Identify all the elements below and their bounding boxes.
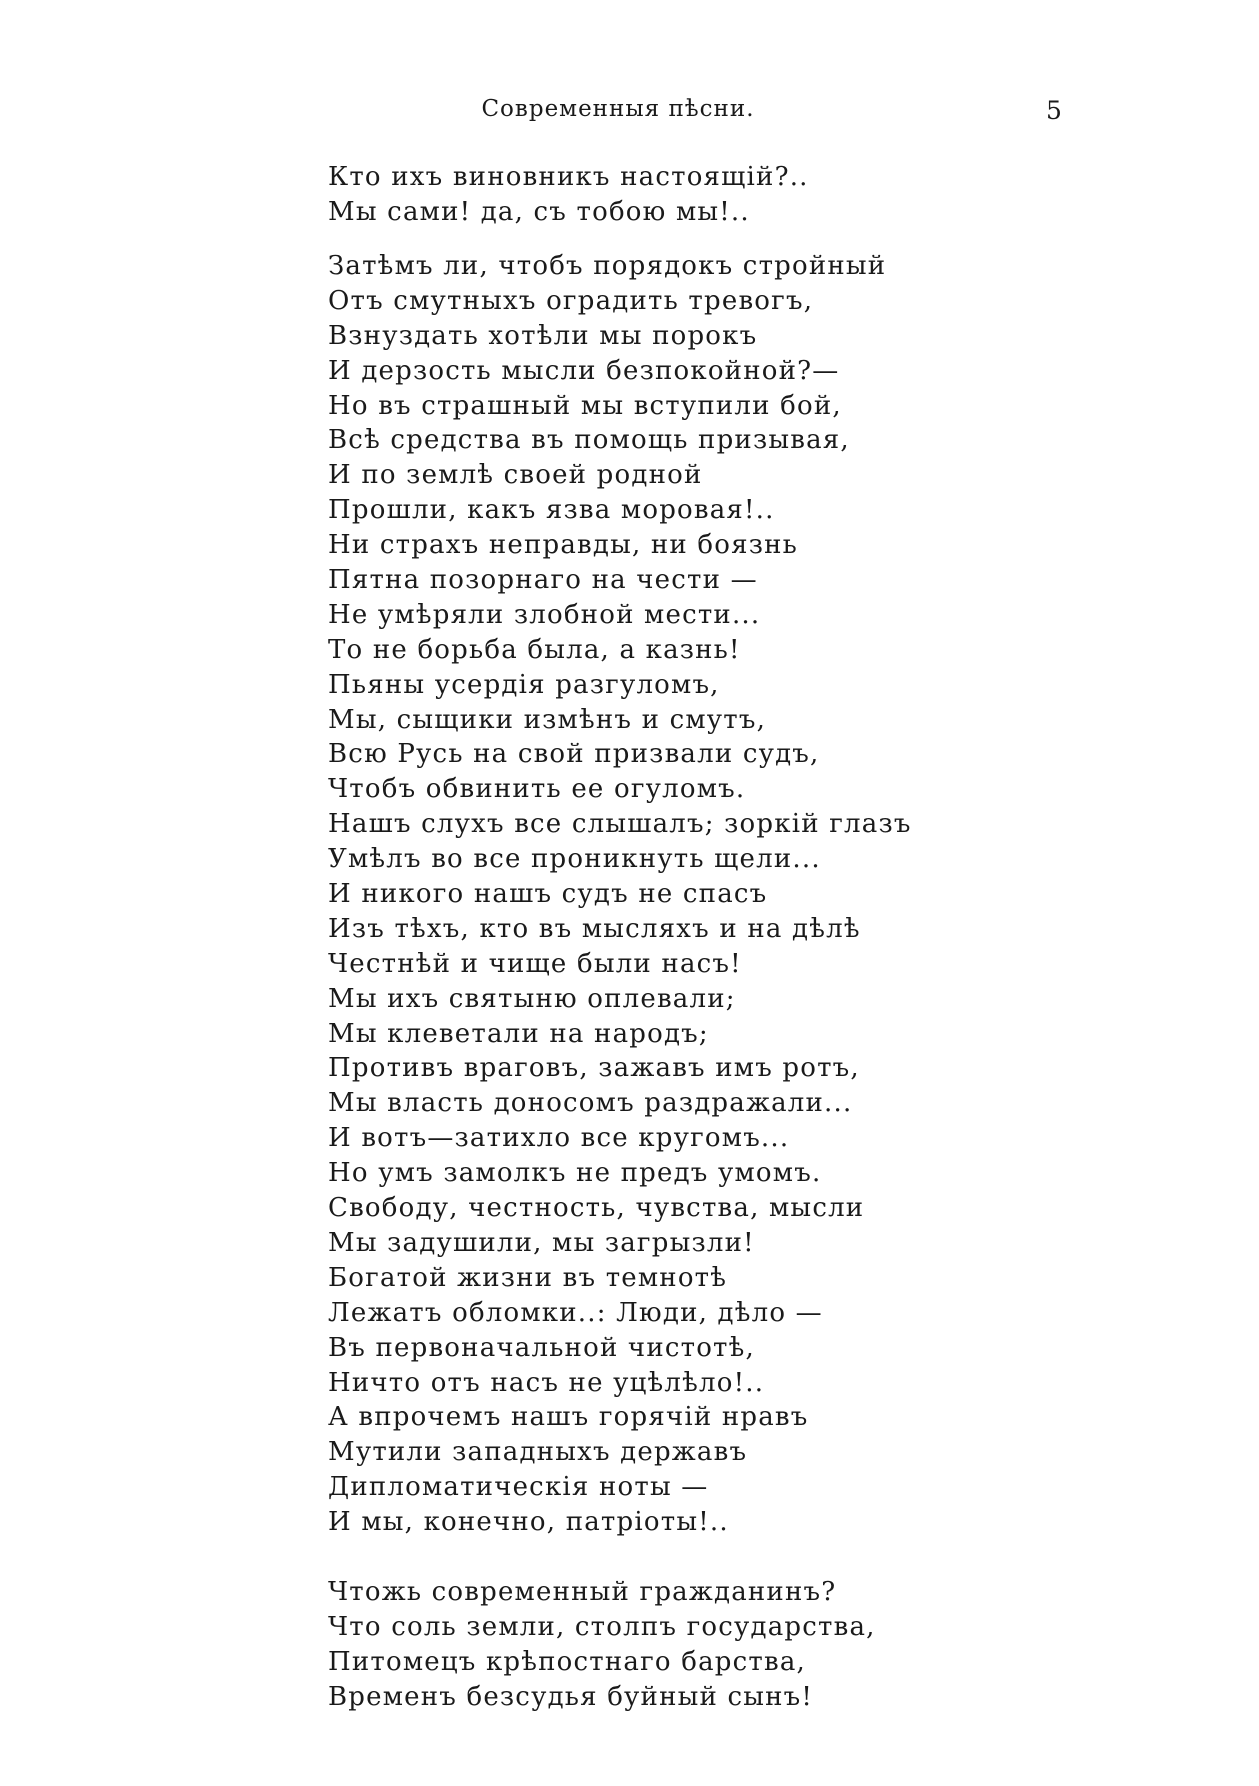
poem-line: Но въ страшный мы вступили бой, (328, 390, 842, 421)
poem-line: Мутили западныхъ державъ (328, 1437, 748, 1468)
poem-line: Мы клеветали на народъ; (328, 1018, 709, 1049)
poem-line: Ни страхъ неправды, ни боязнь (328, 530, 798, 561)
poem-line: Изъ тѣхъ, кто въ мысляхъ и на дѣлѣ (328, 913, 861, 944)
poem-line: Пятна позорнаго на чести — (328, 565, 758, 596)
stanza-1 (328, 160, 809, 230)
poem-line: И вотъ—затихло все кругомъ... (328, 1123, 790, 1154)
poem-line: Свободу, честность, чувства, мысли (328, 1193, 865, 1224)
poem-line: И дерзость мысли безпокойной?— (328, 355, 840, 386)
poem-line: Противъ враговъ, зажавъ имъ ротъ, (328, 1053, 860, 1084)
poem-line: Умѣлъ во все проникнуть щели... (328, 844, 821, 875)
poem-line: Нашъ слухъ все слышалъ; зоркій глазъ (328, 809, 912, 840)
poem-line: Прошли, какъ язва моровая!.. (328, 495, 775, 526)
poem-line: А впрочемъ нашъ горячій нравъ (328, 1402, 809, 1433)
page-number: 5 (1046, 96, 1062, 125)
poem-line: Честнѣй и чище были насъ! (328, 948, 742, 979)
poem-line: Затѣмъ ли, чтобъ порядокъ стройный (328, 251, 887, 281)
poem-line: Лежатъ обломки..: Люди, дѣло — (328, 1297, 823, 1328)
poem-line: Дипломатическія ноты — (328, 1472, 709, 1503)
poem-line: Пьяны усердія разгуломъ, (328, 669, 720, 700)
poem-line: Что соль земли, столпъ государства, (328, 1611, 876, 1642)
poem-line: Ничто отъ насъ не уцѣлѣло!.. (328, 1367, 765, 1398)
poem-line: Чтожь современный гражданинъ? (328, 1577, 837, 1607)
poem-line: Отъ смутныхъ оградить тревогъ, (328, 285, 814, 316)
poem-line: Богатой жизни въ темнотѣ (328, 1262, 728, 1293)
poem-line: И никого нашъ судъ не спасъ (328, 879, 768, 910)
poem-line: Взнуздать хотѣли мы порокъ (328, 320, 758, 351)
stanza-2 (328, 249, 912, 1540)
poem-line: Питомецъ крѣпостнаго барства, (328, 1646, 806, 1677)
poem-line: Всю Русь на свой призвали судъ, (328, 739, 820, 770)
poem-line: Временъ безсудья буйный сынъ! (328, 1681, 814, 1712)
poem-line: Мы, сыщики измѣнъ и смутъ, (328, 704, 767, 735)
running-title: Современныя пѣсни. (481, 96, 755, 122)
poem-line: Чтобъ обвинить ее огуломъ. (328, 774, 746, 805)
poem-line: Мы сами! да, съ тобою мы!.. (328, 196, 750, 227)
poem-line: Кто ихъ виновникъ настоящій?.. (328, 162, 809, 192)
poem-line: Въ первоначальной чистотѣ, (328, 1332, 755, 1363)
poem-line: Мы ихъ святыню оплевали; (328, 983, 736, 1014)
poem-line: И мы, конечно, патріоты!.. (328, 1507, 729, 1538)
poem-line: Не умѣряли злобной мести... (328, 599, 761, 630)
poem-line: Мы задушили, мы загрызли! (328, 1227, 755, 1258)
poem-line: Но умъ замолкъ не предъ умомъ. (328, 1158, 822, 1189)
poem-line: То не борьба была, а казнь! (328, 634, 741, 665)
poem-line: Мы власть доносомъ раздражали... (328, 1088, 853, 1119)
poem-line: И по землѣ своей родной (328, 460, 703, 491)
poem-line: Всѣ средства въ помощь призывая, (328, 425, 850, 456)
stanza-3 (328, 1575, 876, 1715)
